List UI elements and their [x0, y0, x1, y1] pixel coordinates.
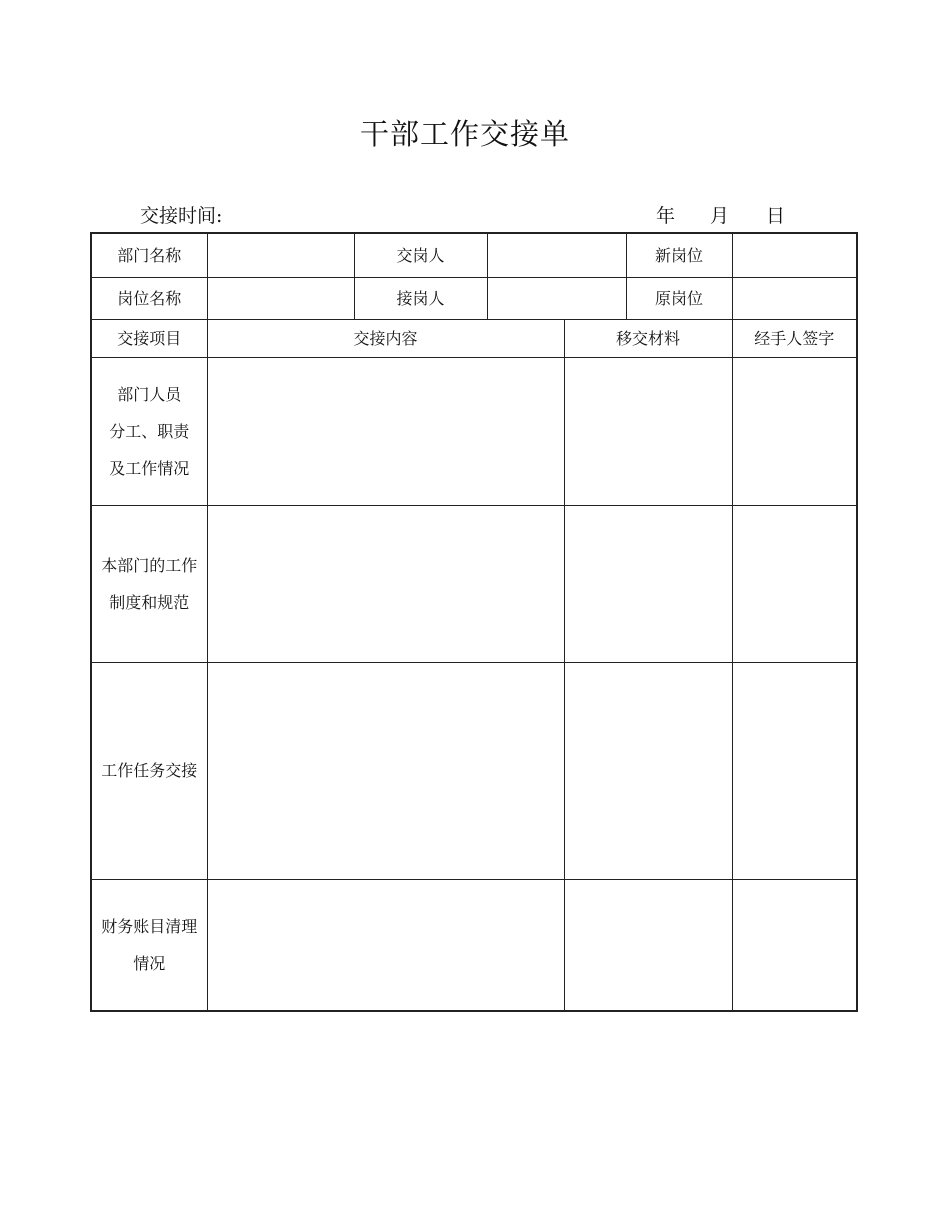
materials-field[interactable]	[564, 357, 732, 505]
item-row	[91, 879, 857, 1011]
signature-field[interactable]	[732, 879, 857, 1011]
materials-field[interactable]	[564, 879, 732, 1011]
handover-person-label: 交岗人	[354, 233, 487, 277]
dept-name-field[interactable]	[207, 233, 354, 277]
signature-field[interactable]	[732, 357, 857, 505]
signature-field[interactable]	[732, 505, 857, 662]
column-header-materials: 移交材料	[564, 319, 732, 357]
content-field[interactable]	[207, 662, 564, 879]
page-title: 干部工作交接单	[359, 117, 570, 151]
item-label-tasks: 工作任务交接	[91, 662, 207, 879]
item-label-rules: 本部门的工作 制度和规范	[91, 505, 207, 662]
post-name-label: 岗位名称	[91, 277, 207, 319]
new-post-label: 新岗位	[626, 233, 732, 277]
post-name-field[interactable]	[207, 277, 354, 319]
column-header-signature: 经手人签字	[732, 319, 857, 357]
item-label-finance: 财务账目清理 情况	[91, 879, 207, 1011]
handover-time-label: 交接时间:	[140, 205, 223, 227]
materials-field[interactable]	[564, 505, 732, 662]
content-field[interactable]	[207, 357, 564, 505]
receiver-field[interactable]	[487, 277, 626, 319]
former-post-field[interactable]	[732, 277, 857, 319]
column-header-content: 交接内容	[207, 319, 564, 357]
receiver-label: 接岗人	[354, 277, 487, 319]
column-header-item: 交接项目	[91, 319, 207, 357]
item-row	[91, 505, 857, 662]
year-label: 年	[656, 205, 676, 227]
header-row-1	[91, 233, 857, 277]
column-header-row	[91, 319, 857, 357]
materials-field[interactable]	[564, 662, 732, 879]
handover-person-field[interactable]	[487, 233, 626, 277]
content-field[interactable]	[207, 879, 564, 1011]
item-row	[91, 357, 857, 505]
content-field[interactable]	[207, 505, 564, 662]
signature-field[interactable]	[732, 662, 857, 879]
item-row	[91, 662, 857, 879]
month-label: 月	[710, 205, 730, 227]
former-post-label: 原岗位	[626, 277, 732, 319]
handover-form-table	[90, 232, 858, 1012]
item-label-staff: 部门人员 分工、职责 及工作情况	[91, 357, 207, 505]
header-row-2	[91, 277, 857, 319]
new-post-field[interactable]	[732, 233, 857, 277]
day-label: 日	[766, 205, 786, 227]
dept-name-label: 部门名称	[91, 233, 207, 277]
